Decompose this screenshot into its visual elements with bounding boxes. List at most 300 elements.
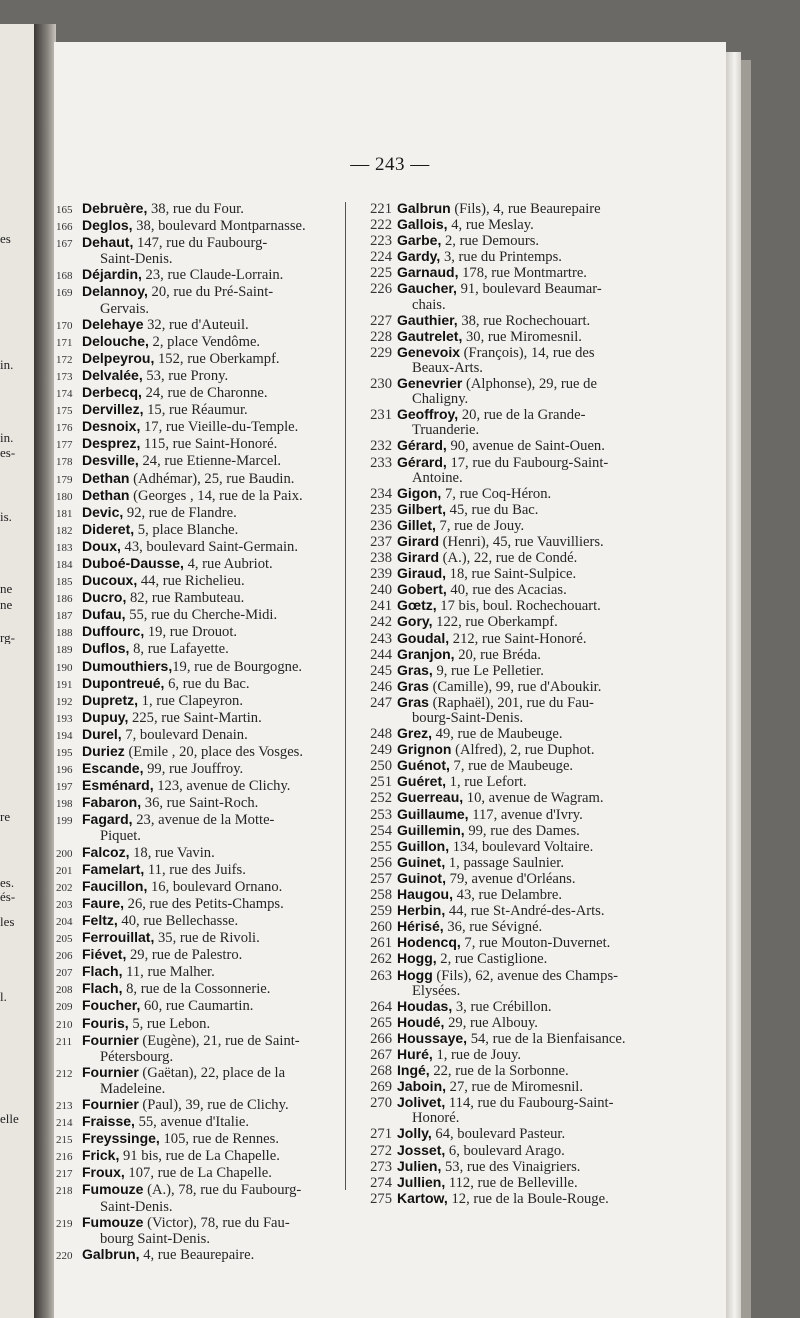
- entry-address: 44, rue St-André-des-Arts.: [445, 903, 605, 920]
- entry-number: 214: [56, 1117, 73, 1130]
- entry-number: 267: [370, 1046, 392, 1063]
- entry-name: Hogg: [397, 967, 433, 983]
- entry-number: 186: [56, 593, 73, 606]
- directory-entry: [350, 1175, 710, 1191]
- entry-number: 215: [56, 1134, 73, 1147]
- directory-entry: [350, 329, 710, 345]
- entry-number: 242: [370, 614, 392, 631]
- entry-name: Frick,: [82, 1148, 120, 1164]
- entry-address: (A.), 22, rue de Condé.: [439, 550, 578, 567]
- entry-name: Escande,: [82, 761, 144, 777]
- entry-number: 213: [56, 1099, 73, 1112]
- entry-address-continuation: Chaligny.: [412, 391, 469, 408]
- directory-entry: [54, 913, 344, 930]
- entry-number: 171: [56, 336, 73, 349]
- directory-entry: [54, 1131, 344, 1148]
- entry-name: Gallois,: [397, 217, 448, 233]
- directory-entry: [54, 385, 344, 402]
- entry-name: Dupuy,: [82, 709, 129, 725]
- entry-number: 233: [370, 454, 392, 471]
- directory-entry: [350, 1095, 710, 1126]
- entry-number: 223: [370, 233, 392, 250]
- entry-name: Guillaume,: [397, 806, 469, 822]
- entry-address: 115, rue Saint-Honoré.: [140, 436, 278, 453]
- entry-address: (François), 14, rue des: [460, 344, 595, 361]
- entry-address: 7, rue de Jouy.: [435, 517, 525, 534]
- directory-entry: [54, 471, 344, 488]
- facing-page-text-fragment: es: [0, 232, 11, 245]
- entry-number: 181: [56, 507, 73, 520]
- entry-address: 38, rue du Four.: [147, 201, 244, 217]
- facing-page-text-fragment: les: [0, 915, 15, 928]
- directory-entry: [54, 624, 344, 641]
- entry-address: 1, rue Lefort.: [446, 774, 527, 791]
- directory-entry: [54, 778, 344, 795]
- entry-address: 117, avenue d'Ivry.: [468, 806, 583, 823]
- entry-name: Fournier: [82, 1064, 139, 1080]
- facing-page-text-fragment: rg-: [0, 631, 15, 644]
- directory-entry: [54, 1165, 344, 1182]
- entry-number: 204: [56, 915, 73, 928]
- entry-name: Ducro,: [82, 590, 127, 606]
- entry-address: (Raphaël), 201, rue du Fau-: [428, 694, 594, 711]
- entry-number: 165: [56, 204, 73, 216]
- entry-name: Desprez,: [82, 436, 141, 452]
- entry-name: Gras,: [397, 662, 433, 678]
- entry-address: 20, rue du Pré-Saint-: [147, 284, 274, 301]
- entry-name: Fumouze: [82, 1214, 144, 1230]
- entry-address: 24, rue de Charonne.: [141, 385, 268, 402]
- entry-name: Dufau,: [82, 607, 126, 623]
- entry-name: Dethan: [82, 470, 130, 486]
- directory-entry: [350, 313, 710, 329]
- entry-number: 178: [56, 456, 73, 469]
- entry-number: 266: [370, 1030, 392, 1047]
- entry-number: 269: [370, 1079, 392, 1096]
- entry-address: 36, rue Sévigné.: [443, 919, 543, 936]
- entry-name: Houdé,: [397, 1014, 445, 1030]
- entry-address: 91 bis, rue de La Chapelle.: [119, 1148, 280, 1165]
- directory-entry: [350, 438, 710, 454]
- entry-number: 167: [56, 238, 73, 251]
- entry-address: (Victor), 78, rue du Fau-: [143, 1214, 290, 1231]
- entry-number: 179: [56, 473, 73, 486]
- entry-number: 265: [370, 1014, 392, 1031]
- entry-name: Jolly,: [397, 1126, 432, 1142]
- entry-address: 178, rue Montmartre.: [458, 265, 587, 282]
- directory-entry: [350, 566, 710, 582]
- entry-number: 241: [370, 598, 392, 615]
- entry-number: 196: [56, 764, 73, 777]
- directory-entry: [54, 964, 344, 981]
- directory-entry: [54, 1114, 344, 1131]
- directory-entry: [54, 1033, 344, 1065]
- entry-name: Ingé,: [397, 1063, 430, 1079]
- entry-name: Gaucher,: [397, 281, 457, 297]
- directory-entry: [350, 376, 710, 407]
- entry-address: (Gaëtan), 22, place de la: [138, 1064, 286, 1081]
- entry-number: 217: [56, 1168, 73, 1181]
- entry-name: Fagard,: [82, 812, 133, 828]
- directory-entry: [54, 522, 344, 539]
- entry-address-continuation: Honoré.: [412, 1110, 460, 1127]
- entry-address: 1, rue de Jouy.: [432, 1046, 522, 1063]
- entry-name: Faucillon,: [82, 878, 148, 894]
- directory-entry: [350, 742, 710, 758]
- entry-name: Genevrier: [397, 376, 463, 392]
- directory-entry: [350, 1015, 710, 1031]
- entry-address: 7, rue Mouton-Duvernet.: [460, 935, 611, 952]
- entry-number: 191: [56, 678, 73, 691]
- entry-number: 244: [370, 646, 392, 663]
- entry-name: Girard: [397, 533, 440, 549]
- entry-address: (Alfred), 2, rue Duphot.: [451, 742, 595, 759]
- entry-address: 18, rue Saint-Sulpice.: [446, 566, 577, 583]
- entry-address: 26, rue des Petits-Champs.: [124, 895, 284, 912]
- entry-name: Duffourc,: [82, 624, 145, 640]
- entry-name: Dehaut,: [82, 235, 134, 251]
- directory-entry: [54, 812, 344, 844]
- entry-address: 23, rue Claude-Lorrain.: [141, 267, 284, 284]
- entry-number: 189: [56, 644, 73, 657]
- entry-name: Froux,: [82, 1165, 125, 1181]
- directory-entry: [54, 1097, 344, 1114]
- directory-entry: [350, 935, 710, 951]
- entry-address: 45, rue du Bac.: [446, 501, 539, 518]
- entry-address: 3, rue Crébillon.: [452, 998, 552, 1015]
- entry-number: 175: [56, 405, 73, 418]
- entry-name: Dervillez,: [82, 402, 144, 418]
- entry-number: 187: [56, 610, 73, 623]
- directory-entry: [54, 879, 344, 896]
- directory-entry: [54, 761, 344, 778]
- directory-entry: [350, 999, 710, 1015]
- entry-name: Garbe,: [397, 233, 442, 249]
- facing-page-text-fragment: es-: [0, 446, 16, 459]
- entry-address: 114, rue du Faubourg-Saint-: [445, 1095, 614, 1112]
- entry-number: 216: [56, 1151, 73, 1164]
- entry-address: 134, boulevard Voltaire.: [449, 838, 594, 855]
- directory-entry: [350, 839, 710, 855]
- entry-name: Devic,: [82, 504, 124, 520]
- entry-name: Gillet,: [397, 517, 436, 533]
- entry-name: Foucher,: [82, 998, 141, 1014]
- entry-name: Hérisé,: [397, 919, 444, 935]
- entry-number: 188: [56, 627, 73, 640]
- entry-number: 231: [370, 407, 392, 424]
- directory-entry: [350, 550, 710, 566]
- directory-entry: [54, 710, 344, 727]
- entry-address: 79, avenue d'Orléans.: [446, 870, 576, 887]
- entry-address: 12, rue de la Boule-Rouge.: [447, 1190, 609, 1207]
- entry-number: 238: [370, 550, 392, 567]
- entry-address: 17 bis, boul. Rochechouart.: [436, 598, 601, 615]
- page-shadow: [725, 52, 741, 1318]
- directory-entry: [350, 1079, 710, 1095]
- directory-entry: [350, 774, 710, 790]
- entry-address: 147, rue du Faubourg-: [133, 235, 268, 252]
- directory-entry: [54, 607, 344, 624]
- entry-number: 184: [56, 558, 73, 571]
- entry-name: Houdas,: [397, 998, 453, 1014]
- entry-number: 193: [56, 712, 73, 725]
- directory-entry: [54, 351, 344, 368]
- directory-entry: [54, 235, 344, 267]
- entry-address: 3, rue du Printemps.: [440, 249, 562, 266]
- directory-entry: [350, 598, 710, 614]
- entry-address: 5, rue Lebon.: [128, 1015, 211, 1032]
- entry-address: 122, rue Oberkampf.: [432, 614, 558, 631]
- entry-address: (Georges , 14, rue de la Paix.: [129, 487, 303, 504]
- directory-entry: [54, 930, 344, 947]
- entry-number: 235: [370, 501, 392, 518]
- directory-entry: [350, 281, 710, 312]
- entry-number: 249: [370, 742, 392, 759]
- entry-number: 239: [370, 566, 392, 583]
- entry-address-continuation: bourg-Saint-Denis.: [412, 710, 524, 726]
- entry-name: Granjon,: [397, 646, 455, 662]
- entry-number: 270: [370, 1095, 392, 1112]
- entry-number: 261: [370, 935, 392, 952]
- entry-name: Gobert,: [397, 582, 447, 598]
- entry-number: 230: [370, 376, 392, 393]
- directory-entry: [350, 217, 710, 233]
- directory-entry: [350, 807, 710, 823]
- entry-number: 247: [370, 694, 392, 711]
- directory-entry: [350, 1063, 710, 1079]
- entry-address: 20, rue de la Grande-: [458, 407, 586, 424]
- entry-address-continuation: chais.: [412, 296, 446, 313]
- entry-number: 273: [370, 1158, 392, 1175]
- directory-entry: [54, 453, 344, 470]
- entry-name: Guéret,: [397, 774, 447, 790]
- entry-name: Gauthier,: [397, 312, 458, 328]
- entry-number: 210: [56, 1018, 73, 1031]
- directory-entry: [350, 647, 710, 663]
- entry-number: 182: [56, 524, 73, 537]
- directory-entry: [350, 486, 710, 502]
- entry-name: Durel,: [82, 726, 122, 742]
- directory-entry: [54, 1148, 344, 1165]
- entry-address: (Alphonse), 29, rue de: [462, 376, 597, 393]
- entry-number: 192: [56, 695, 73, 708]
- entry-address: 2, place Vendôme.: [148, 333, 261, 350]
- entry-address-continuation: Truanderie.: [412, 422, 480, 439]
- entry-name: Famelart,: [82, 861, 145, 877]
- directory-entry: [350, 903, 710, 919]
- entry-name: Ducoux,: [82, 573, 138, 589]
- facing-page-text-fragment: es.: [0, 876, 15, 889]
- entry-address: 43, boulevard Saint-Germain.: [120, 538, 298, 555]
- entry-address-continuation: Saint-Denis.: [100, 251, 173, 268]
- directory-entry: [54, 641, 344, 658]
- entry-address: 16, boulevard Ornano.: [147, 878, 283, 895]
- entry-name: Fraisse,: [82, 1114, 135, 1130]
- entry-number: 211: [56, 1035, 73, 1048]
- entry-name: Herbin,: [397, 903, 446, 919]
- directory-page: [54, 42, 726, 1318]
- entry-address: 90, avenue de Saint-Ouen.: [446, 438, 605, 455]
- directory-entry: [54, 1016, 344, 1033]
- entry-address: (A.), 78, rue du Faubourg-: [143, 1182, 302, 1199]
- entry-name: Guinot,: [397, 870, 446, 886]
- directory-entry: [350, 1047, 710, 1063]
- directory-entry: [350, 679, 710, 695]
- entry-name: Gœtz,: [397, 598, 437, 614]
- entry-name: Delehaye: [82, 316, 144, 332]
- entry-name: Houssaye,: [397, 1030, 468, 1046]
- entry-name: Galbrun: [397, 201, 451, 216]
- entry-name: Dupretz,: [82, 692, 138, 708]
- entry-number: 169: [56, 287, 73, 300]
- entry-number: 226: [370, 281, 392, 298]
- entry-address: 43, rue Delambre.: [453, 887, 563, 904]
- entry-name: Hogg,: [397, 951, 437, 967]
- entry-name: Déjardin,: [82, 267, 142, 283]
- directory-entry: [350, 345, 710, 376]
- entry-number: 245: [370, 662, 392, 679]
- entry-name: Derbecq,: [82, 385, 142, 401]
- directory-entry: [350, 1191, 710, 1207]
- entry-name: Gras: [397, 694, 429, 710]
- entry-name: Huré,: [397, 1046, 433, 1062]
- directory-entry: [54, 845, 344, 862]
- entry-name: Gigon,: [397, 485, 442, 501]
- entry-address: 8, rue de la Cossonnerie.: [122, 981, 271, 998]
- entry-name: Delouche,: [82, 333, 149, 349]
- entry-name: Gras: [397, 678, 429, 694]
- entry-address: 60, rue Caumartin.: [140, 998, 254, 1015]
- entry-address-continuation: Elysées.: [412, 982, 461, 999]
- directory-entry: [54, 947, 344, 964]
- directory-entry: [54, 1215, 344, 1247]
- directory-entry: [54, 334, 344, 351]
- entry-address: 22, rue de la Sorbonne.: [429, 1063, 569, 1080]
- entry-address: 55, avenue d'Italie.: [134, 1114, 250, 1131]
- entry-number: 221: [370, 201, 392, 217]
- directory-entry: [350, 201, 710, 217]
- directory-entry: [54, 659, 344, 676]
- entry-number: 228: [370, 328, 392, 345]
- facing-page-text-fragment: ne: [0, 582, 13, 595]
- page-stack-edge: [741, 60, 751, 1318]
- entry-address: 2, rue Castiglione.: [436, 951, 548, 968]
- entry-address: 38, rue Rochechouart.: [457, 312, 591, 329]
- entry-address: 7, rue de Maubeuge.: [449, 758, 574, 775]
- directory-entry: [54, 488, 344, 505]
- entry-name: Esménard,: [82, 778, 154, 794]
- entry-number: 208: [56, 984, 73, 997]
- entry-number: 234: [370, 485, 392, 502]
- directory-entry: [350, 968, 710, 999]
- entry-number: 202: [56, 881, 73, 894]
- entry-address: 64, boulevard Pasteur.: [431, 1126, 566, 1143]
- entry-address-continuation: Gervais.: [100, 300, 150, 317]
- entry-number: 275: [370, 1190, 392, 1207]
- entry-address: 4, rue Aubriot.: [183, 555, 273, 572]
- entry-address: 225, rue Saint-Martin.: [128, 709, 262, 726]
- entry-address: (Fils), 62, avenue des Champs-: [432, 967, 618, 984]
- directory-entry: [54, 1247, 344, 1264]
- entry-address: 10, avenue de Wagram.: [463, 790, 604, 807]
- entry-name: Dideret,: [82, 521, 135, 537]
- directory-entry: [350, 582, 710, 598]
- entry-number: 253: [370, 806, 392, 823]
- entry-number: 190: [56, 661, 73, 674]
- entry-number: 248: [370, 726, 392, 743]
- entry-name: Grez,: [397, 726, 433, 742]
- entry-number: 209: [56, 1001, 73, 1014]
- page-number: — 243 —: [350, 154, 430, 175]
- entry-address: 35, rue de Rivoli.: [154, 930, 260, 947]
- entry-address: 11, rue des Juifs.: [144, 861, 246, 878]
- entry-address: 49, rue de Maubeuge.: [432, 726, 563, 743]
- entry-number: 271: [370, 1126, 392, 1143]
- entry-address: 27, rue de Miromesnil.: [446, 1079, 584, 1096]
- entry-number: 219: [56, 1217, 73, 1230]
- column-divider: [345, 202, 346, 1190]
- entry-name: Gérard,: [397, 438, 447, 454]
- entry-name: Guillemin,: [397, 822, 465, 838]
- entry-name: Feltz,: [82, 912, 118, 928]
- entry-address: 29, rue Albouy.: [444, 1014, 538, 1031]
- entry-name: Kartow,: [397, 1190, 448, 1206]
- entry-address: 53, rue des Vinaigriers.: [441, 1158, 581, 1175]
- entry-name: Fournier: [82, 1096, 139, 1112]
- directory-entry: [350, 407, 710, 438]
- directory-entry: [54, 573, 344, 590]
- directory-entry: [350, 790, 710, 806]
- directory-entry: [54, 402, 344, 419]
- entry-number: 257: [370, 870, 392, 887]
- entry-number: 274: [370, 1174, 392, 1191]
- entry-name: Grignon: [397, 742, 452, 758]
- entry-number: 200: [56, 847, 73, 860]
- directory-entry: [54, 556, 344, 573]
- entry-address: 112, rue de Belleville.: [445, 1174, 578, 1191]
- entry-number: 168: [56, 270, 73, 283]
- directory-entry: [54, 201, 344, 218]
- directory-entry: [54, 676, 344, 693]
- directory-entry: [54, 1182, 344, 1214]
- entry-number: 227: [370, 312, 392, 329]
- entry-address: 99, rue des Dames.: [464, 822, 580, 839]
- entry-address: (Henri), 45, rue Vauvilliers.: [439, 533, 604, 550]
- directory-entry: [54, 590, 344, 607]
- directory-entry: [54, 896, 344, 913]
- entry-name: Faure,: [82, 895, 125, 911]
- entry-name: Galbrun,: [82, 1246, 140, 1262]
- directory-entry: [350, 1031, 710, 1047]
- entry-name: Dumouthiers,: [82, 658, 173, 674]
- entry-number: 173: [56, 370, 73, 383]
- entry-number: 246: [370, 678, 392, 695]
- entry-number: 260: [370, 919, 392, 936]
- entry-name: Gautrelet,: [397, 328, 463, 344]
- directory-entry: [350, 871, 710, 887]
- facing-page-text-fragment: in.: [0, 358, 14, 371]
- entry-number: 254: [370, 822, 392, 839]
- facing-page-text-fragment: l.: [0, 990, 7, 1003]
- entry-number: 194: [56, 729, 73, 742]
- entry-name: Geoffroy,: [397, 407, 459, 423]
- entry-number: 203: [56, 898, 73, 911]
- directory-entry: [350, 695, 710, 726]
- entry-address: 82, rue Rambuteau.: [126, 590, 245, 607]
- facing-page-text-fragment: is.: [0, 510, 12, 523]
- directory-entry: [54, 368, 344, 385]
- entry-name: Gardy,: [397, 249, 441, 265]
